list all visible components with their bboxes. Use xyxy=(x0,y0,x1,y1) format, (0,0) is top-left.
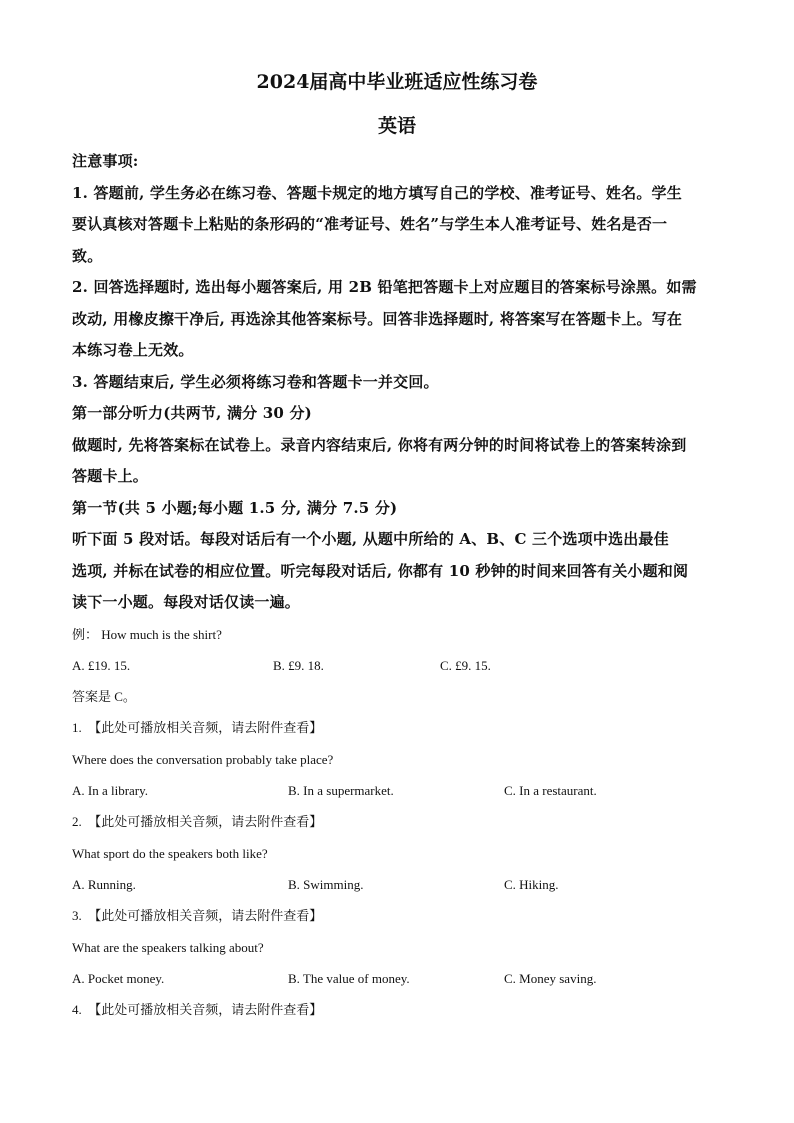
example-answer: 答案是 C。 xyxy=(72,688,136,704)
option-a: A. £19. 15. xyxy=(72,657,131,673)
question-text: What sport do the speakers both like? xyxy=(72,845,268,861)
question-number: 3. xyxy=(72,907,82,923)
notice-line: 3. 答题结束后, 学生必须将练习卷和答题卡一并交回。 xyxy=(72,372,439,391)
question-header xyxy=(72,994,722,1026)
notice-line: 致。 xyxy=(72,246,103,265)
subject-title: 英语 xyxy=(377,115,416,137)
option-a: A. Pocket money. xyxy=(72,970,165,986)
part1-heading: 第一部分听力(共两节, 满分 30 分) xyxy=(72,404,312,422)
notice-line: 要认真核对答题卡上粘贴的条形码的“准考证号、姓名”与学生本人准考证号、姓名是否一 xyxy=(72,215,668,233)
notice-line: 改动, 用橡皮擦干净后, 再选涂其他答案标号。回答非选择题时, 将答案写在答题卡上。写在 xyxy=(72,309,683,328)
notice-line: 本练习卷上无效。 xyxy=(72,341,194,359)
option-c: C. Hiking. xyxy=(504,876,559,892)
part1-instruction: 答题卡上。 xyxy=(72,467,149,485)
exam-title: 2024届高中毕业班适应性练习卷 xyxy=(256,71,538,93)
section1-instruction: 选项, 并标在试卷的相应位置。听完每段对话后, 你都有 10 秒钟的时间来回答有关小题和阅 xyxy=(72,561,689,580)
question-header xyxy=(72,900,722,932)
example-question: 例： How much is the shirt? xyxy=(72,626,222,642)
audio-link[interactable]: 【此处可播放相关音频，请去附件查看】 xyxy=(88,1002,323,1018)
audio-link[interactable]: 【此处可播放相关音频，请去附件查看】 xyxy=(88,720,323,736)
question-text: What are the speakers talking about? xyxy=(72,939,264,955)
section1-heading: 第一节(共 5 小题;每小题 1.5 分, 满分 7.5 分) xyxy=(72,498,398,517)
notice-line: 2. 回答选择题时, 选出每小题答案后, 用 2B 铅笔把答题卡上对应题目的答案标号涂黑。如需 xyxy=(72,278,697,296)
option-b: B. In a supermarket. xyxy=(288,782,394,798)
question-options xyxy=(72,963,722,994)
notice-line: 1. 答题前, 学生务必在练习卷、答题卡规定的地方填写自己的学校、准考证号、姓名。学生 xyxy=(72,183,682,202)
option-c: C. In a restaurant. xyxy=(504,782,597,798)
audio-link[interactable]: 【此处可播放相关音频，请去附件查看】 xyxy=(88,814,323,830)
question-options xyxy=(72,775,722,806)
option-b: B. The value of money. xyxy=(288,970,410,986)
exam-page xyxy=(72,68,722,1026)
part1-instruction: 做题时, 先将答案标在试卷上。录音内容结束后, 你将有两分钟的时间将试卷上的答案转涂到 xyxy=(72,435,687,454)
question-header xyxy=(72,712,722,744)
question-header xyxy=(72,806,722,838)
example-options xyxy=(72,650,722,681)
section1-instruction: 读下一小题。每段对话仅读一遍。 xyxy=(72,593,301,611)
question-number: 2. xyxy=(72,813,82,829)
notice-heading: 注意事项: xyxy=(72,152,139,170)
section1-instruction: 听下面 5 段对话。每段对话后有一个小题, 从题中所给的 A、B、C 三个选项中选出最佳 xyxy=(72,530,669,548)
option-c: C. Money saving. xyxy=(504,970,597,986)
question-options xyxy=(72,869,722,900)
question-number: 4. xyxy=(72,1001,82,1017)
question-number: 1. xyxy=(72,719,82,735)
audio-link[interactable]: 【此处可播放相关音频，请去附件查看】 xyxy=(88,908,323,924)
option-a: A. In a library. xyxy=(72,782,149,798)
option-c: C. £9. 15. xyxy=(440,657,491,673)
question-text: Where does the conversation probably take place? xyxy=(72,751,334,767)
option-b: B. Swimming. xyxy=(288,876,364,892)
option-a: A. Running. xyxy=(72,876,136,892)
option-b: B. £9. 18. xyxy=(273,657,324,673)
